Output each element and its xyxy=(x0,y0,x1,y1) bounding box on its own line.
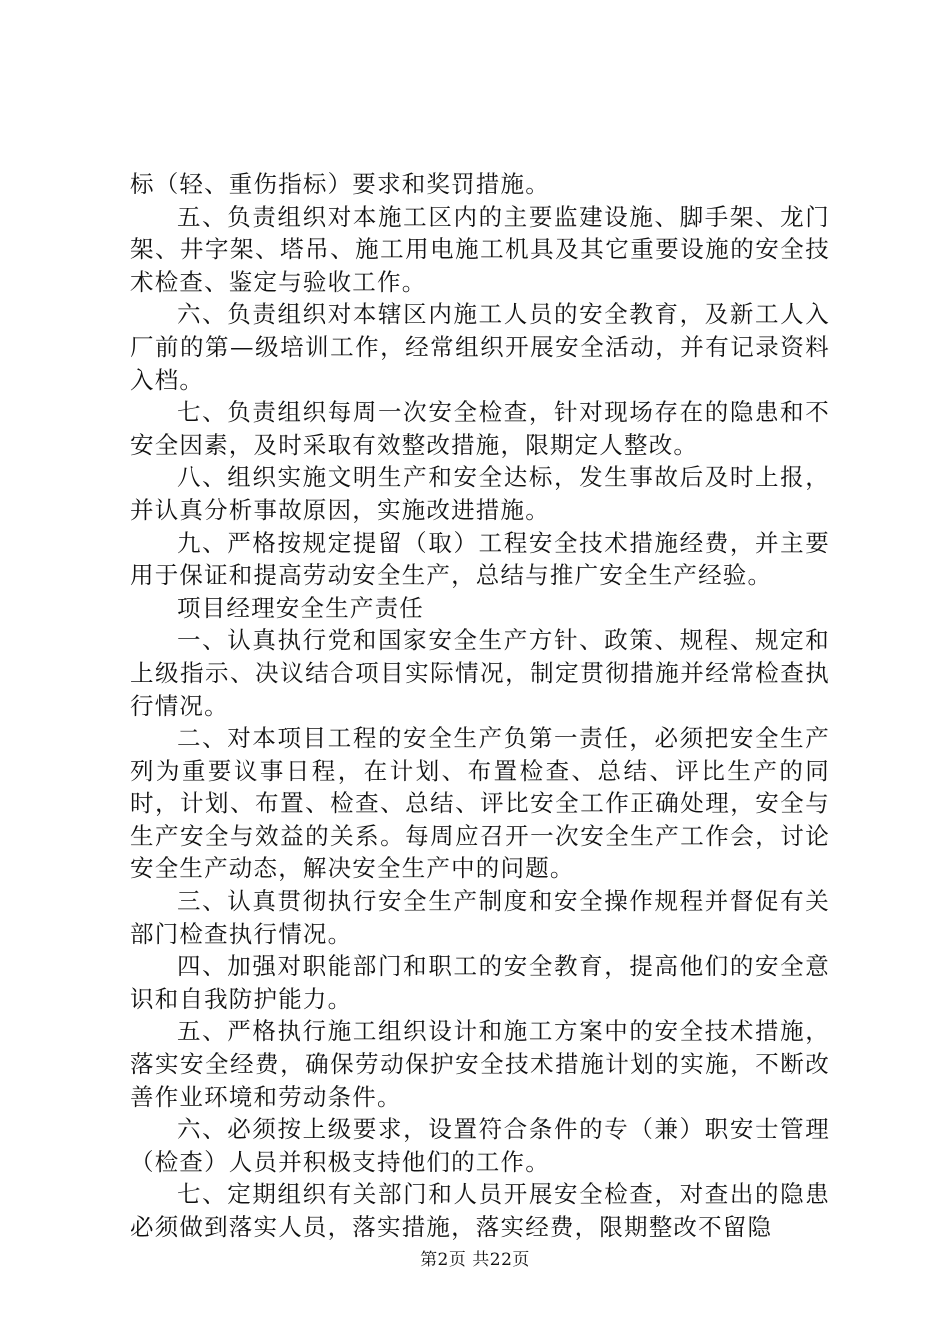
paragraph-item-5: 五、负责组织对本施工区内的主要监建设施、脚手架、龙门架、井字架、塔吊、施工用电施工机具及其它重要设施的安全技术检查、鉴定与验收工作。 xyxy=(130,202,830,296)
paragraph-pm-item-5: 五、严格执行施工组织设计和施工方案中的安全技术措施，落实安全经费，确保劳动保护安全技术措施计划的实施，不断改善作业环境和劳动条件。 xyxy=(130,1017,830,1111)
paragraph-item-9: 九、严格按规定提留（取）工程安全技术措施经费，并主要用于保证和提高劳动安全生产，总结与推广安全生产经验。 xyxy=(130,528,830,590)
document-body xyxy=(130,168,830,1244)
paragraph-pm-item-4: 四、加强对职能部门和职工的安全教育，提高他们的安全意识和自我防护能力。 xyxy=(130,952,830,1013)
paragraph-pm-item-1: 一、认真执行党和国家安全生产方针、政策、规程、规定和上级指示、决议结合项目实际情况，制定贯彻措施并经常检查执行情况。 xyxy=(130,626,830,720)
paragraph-pm-item-2: 二、对本项目工程的安全生产负第一责任，必须把安全生产列为重要议事日程，在计划、布置检查、总结、评比生产的同时，计划、布置、检查、总结、评比安全工作正确处理，安全与生产安全与效益的关系。每周应召开一次安全生产工作会，讨论安全生产动态，解决安全生产中的问题。 xyxy=(130,724,830,883)
paragraph-pm-item-3: 三、认真贯彻执行安全生产制度和安全操作规程并督促有关部门检查执行情况。 xyxy=(130,887,830,948)
paragraph-continued: 标（轻、重伤指标）要求和奖罚措施。 xyxy=(130,170,550,198)
page-number-footer: 第2页 共22页 xyxy=(420,1250,530,1270)
paragraph-pm-item-6: 六、必须按上级要求，设置符合条件的专（兼）职安士管理（检查）人员并积极支持他们的工作。 xyxy=(130,1115,830,1176)
paragraph-pm-item-7: 七、定期组织有关部门和人员开展安全检查，对查出的隐患必须做到落实人员，落实措施，落实经费，限期整改不留隐 xyxy=(130,1180,830,1241)
paragraph-item-8: 八、组织实施文明生产和安全达标，发生事故后及时上报，并认真分析事故原因，实施改进措施。 xyxy=(130,463,830,524)
paragraph-item-6: 六、负责组织对本辖区内施工人员的安全教育，及新工人入厂前的第—级培训工作，经常组织开展安全活动，并有记录资料入档。 xyxy=(130,300,830,394)
section-heading: 项目经理安全生产责任 xyxy=(177,593,424,622)
paragraph-item-7: 七、负责组织每周一次安全检查，针对现场存在的隐患和不安全因素，及时采取有效整改措施，限期定人整改。 xyxy=(130,398,830,459)
